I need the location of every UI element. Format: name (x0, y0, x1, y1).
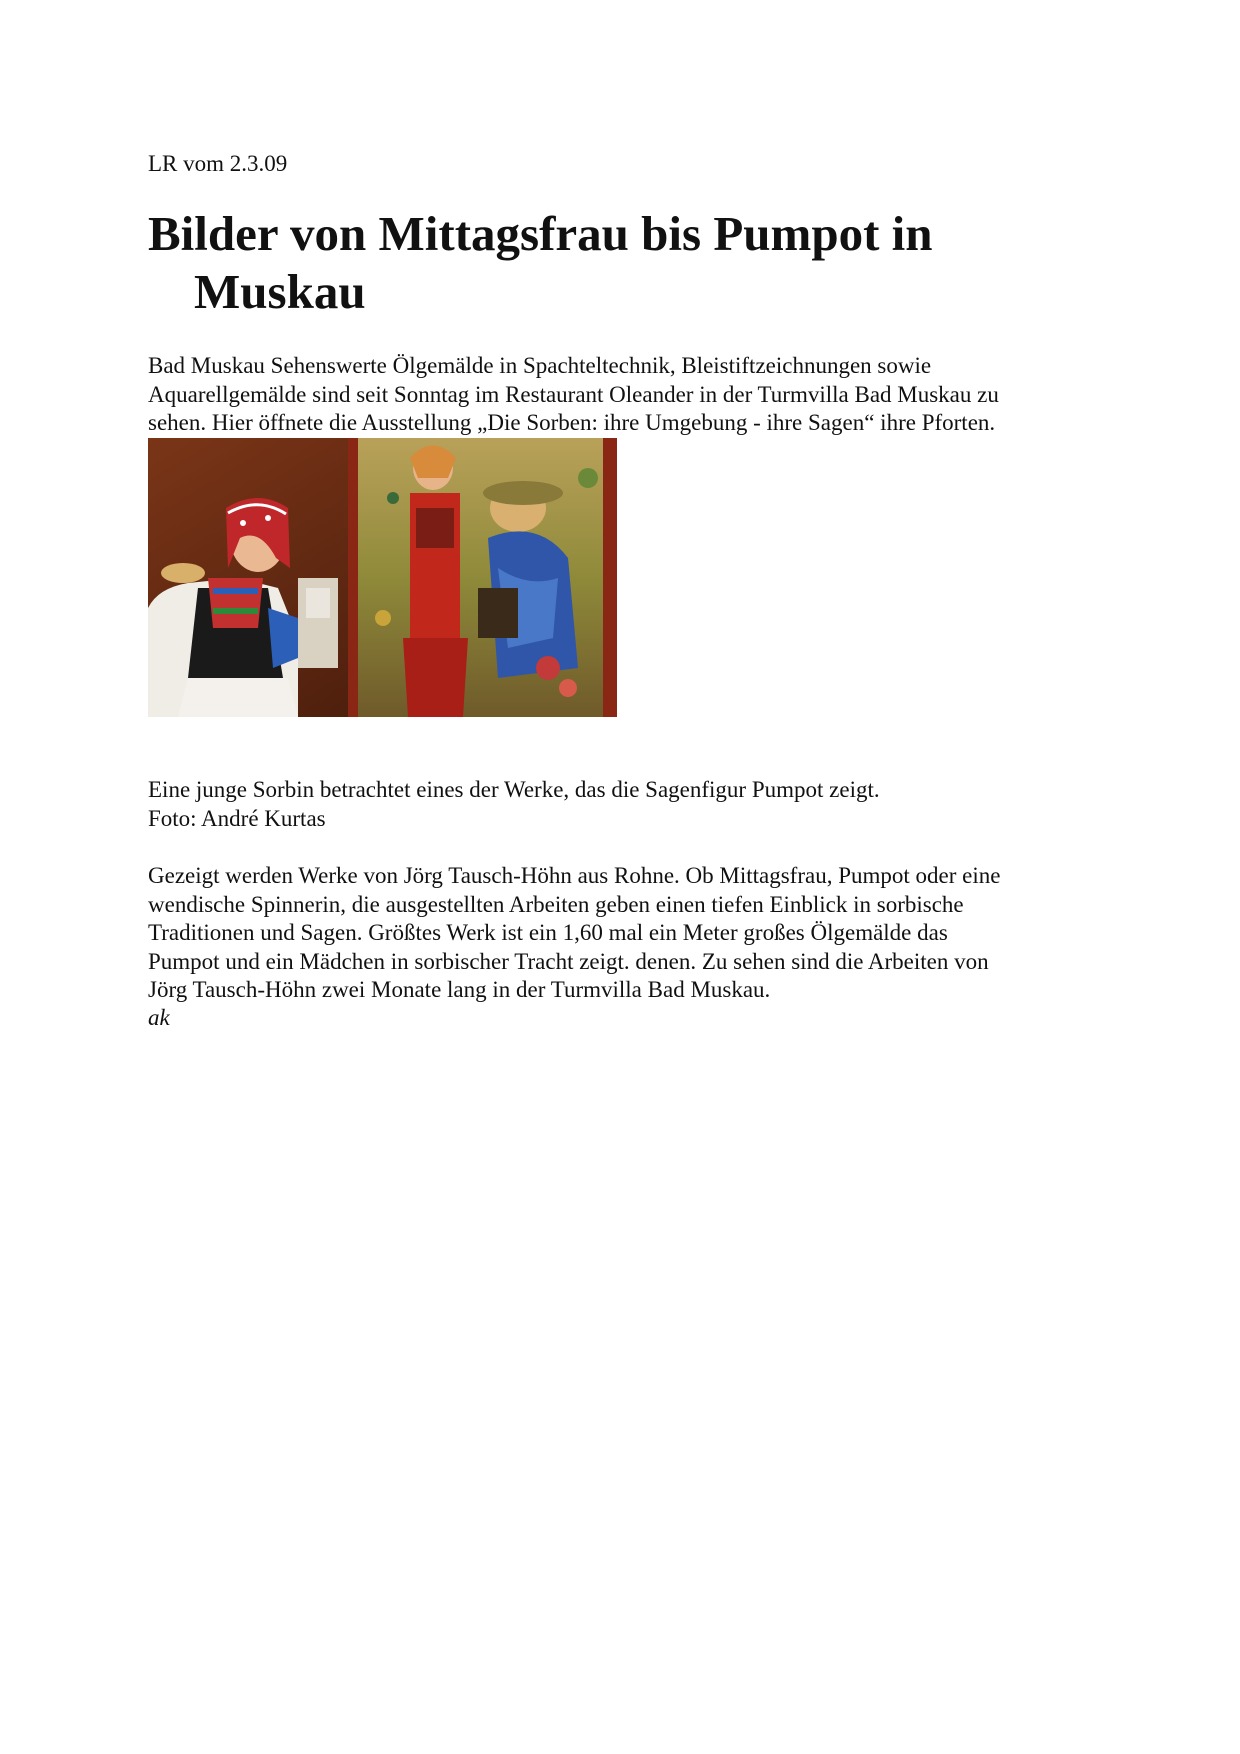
source-date-line: LR vom 2.3.09 (148, 151, 288, 176)
body-line: wendische Spinnerin, die ausgestellten Arbeiten geben einen tiefen Einblick in sorbische (148, 891, 964, 917)
article-headline (148, 205, 1148, 321)
headline-line-2: Muskau (194, 264, 366, 319)
lead-line: Bad Muskau Sehenswerte Ölgemälde in Spachteltechnik, Bleistiftzeichnungen sowie (148, 353, 932, 378)
lead-line: sehen. Hier öffnete die Ausstellung „Die Sorben: ihre Umgebung - ihre Sagen“ ihre Pforten. (148, 410, 996, 435)
photo-credit: Foto: André Kurtas (148, 805, 326, 831)
article-photo (148, 438, 617, 717)
body-line: Gezeigt werden Werke von Jörg Tausch-Höhn aus Rohne. Ob Mittagsfrau, Pumpot oder eine (148, 863, 1001, 888)
photo-caption (148, 776, 1108, 833)
caption-text: Eine junge Sorbin betrachtet eines der Werke, das die Sagenfigur Pumpot zeigt. (148, 777, 880, 802)
photo-illustration (148, 438, 617, 717)
body-paragraph (148, 862, 1108, 1005)
headline-line-1: Bilder von Mittagsfrau bis Pumpot in (148, 206, 933, 261)
body-line: Jörg Tausch-Höhn zwei Monate lang in der Turmvilla Bad Muskau. (148, 977, 771, 1002)
body-line: Pumpot und ein Mädchen in sorbischer Tracht zeigt. denen. Zu sehen sind die Arbeiten von (148, 948, 989, 974)
lead-paragraph (148, 352, 1108, 438)
lead-line: Aquarellgemälde sind seit Sonntag im Restaurant Oleander in der Turmvilla Bad Muskau zu (148, 381, 999, 407)
author-initials: ak (148, 1005, 170, 1030)
body-line: Traditionen und Sagen. Größtes Werk ist ein 1,60 mal ein Meter großes Ölgemälde das (148, 920, 948, 945)
